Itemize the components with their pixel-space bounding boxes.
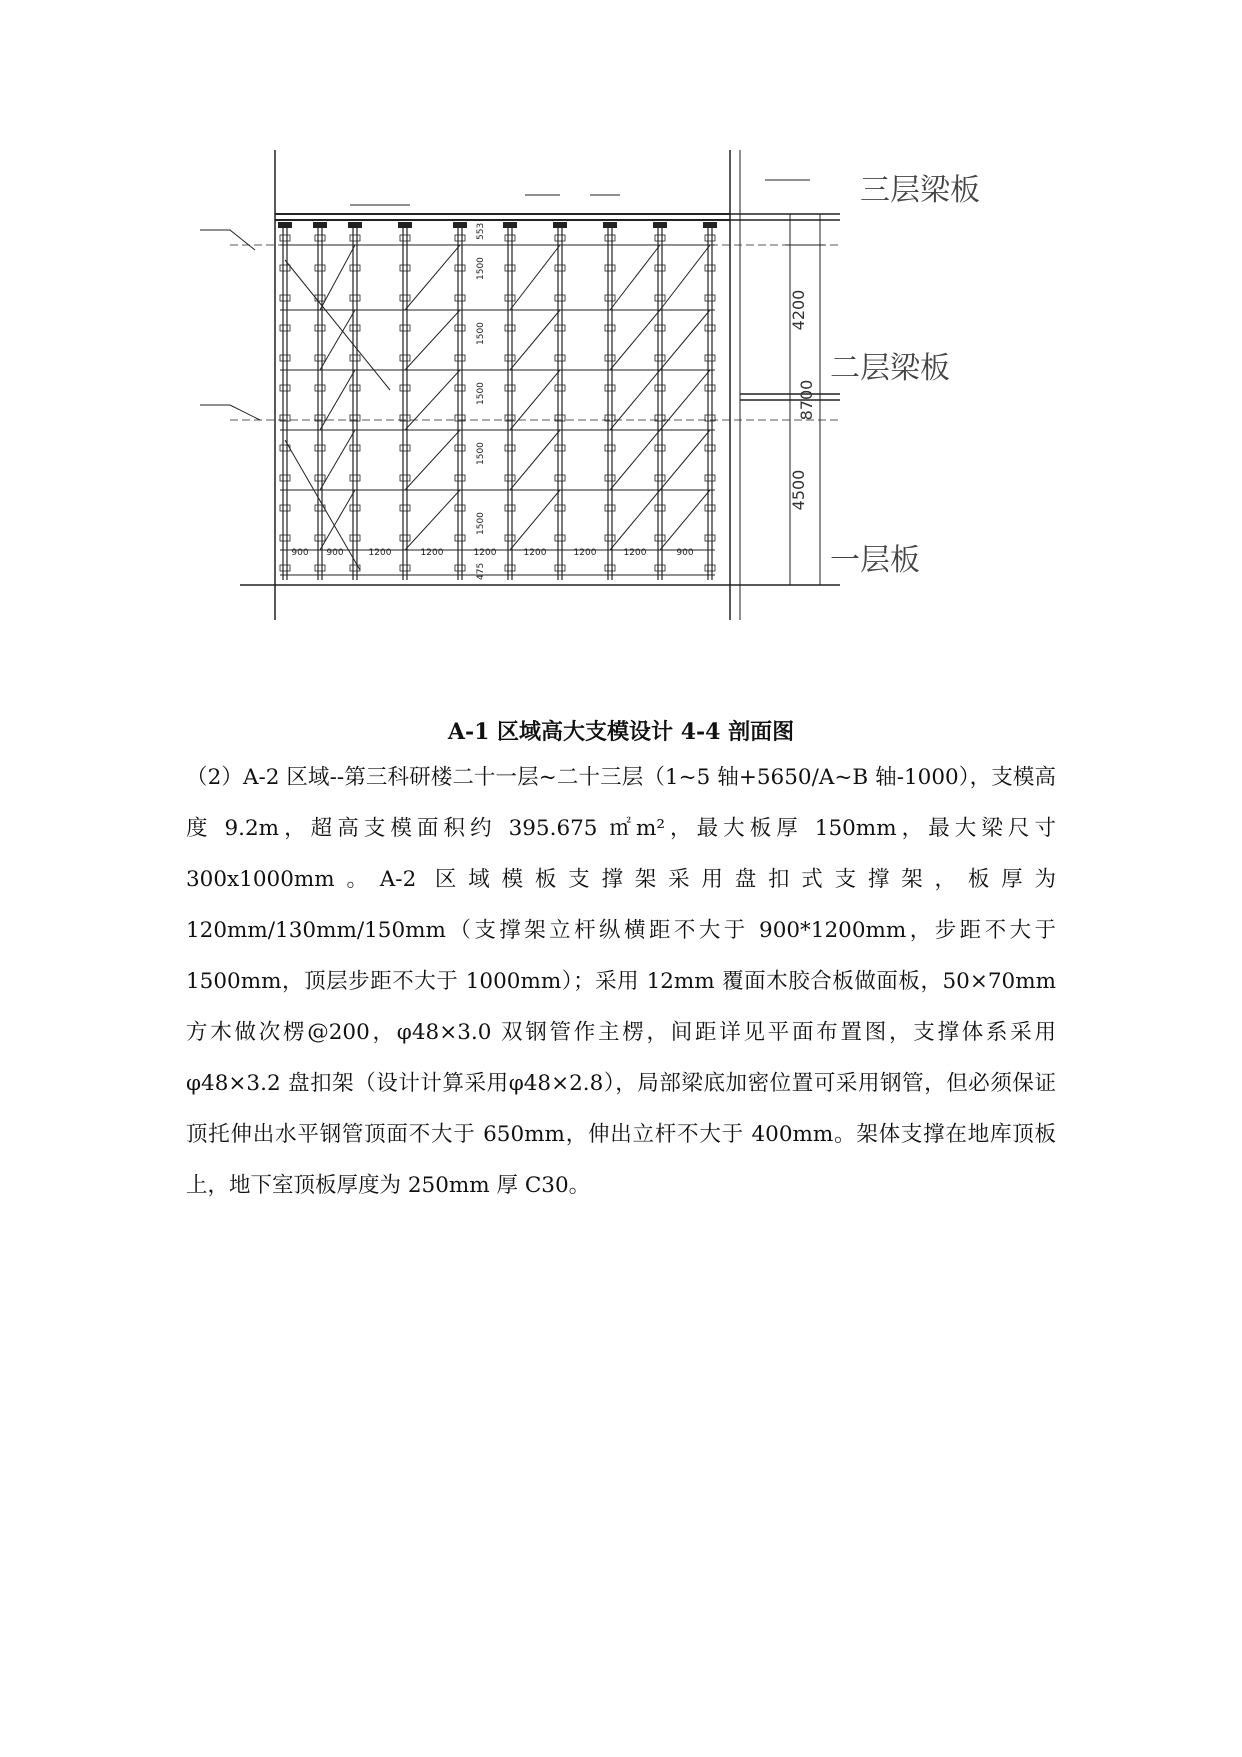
rosette-node (315, 265, 325, 271)
rosette-node (455, 235, 465, 241)
rosette-node (605, 235, 615, 241)
rosette-node (505, 475, 515, 481)
top-support-head (703, 222, 717, 228)
rosette-node (400, 535, 410, 541)
top-support-head (503, 222, 517, 228)
rosette-node (400, 355, 410, 361)
rosette-node (605, 385, 615, 391)
top-support-head (278, 222, 292, 228)
diagonal-brace (610, 490, 660, 550)
rosette-node (455, 355, 465, 361)
top-support-head (398, 222, 412, 228)
rosette-node (705, 535, 715, 541)
diagonal-brace (510, 310, 560, 370)
diagonal-brace (610, 310, 660, 370)
rosette-node (555, 325, 565, 331)
rosette-node (655, 535, 665, 541)
rosette-node (705, 505, 715, 511)
rosette-node (555, 565, 565, 571)
rosette-node (505, 565, 515, 571)
diagonal-brace (405, 430, 460, 490)
figure-caption: A-1 区域高大支模设计 4-4 剖面图 (447, 719, 795, 745)
rosette-node (505, 535, 515, 541)
rosette-node (280, 355, 290, 361)
rosette-node (315, 565, 325, 571)
rosette-node (350, 535, 360, 541)
rosette-node (555, 265, 565, 271)
bottom-dimension-label: 900 (676, 548, 694, 558)
rosette-node (455, 265, 465, 271)
bottom-dimension-label: 1200 (473, 548, 497, 558)
rosette-node (655, 265, 665, 271)
rosette-node (705, 445, 715, 451)
rosette-node (400, 295, 410, 301)
rosette-node (605, 535, 615, 541)
inline-dimension-label: 1500 (476, 442, 486, 465)
top-support-head (453, 222, 467, 228)
rosette-node (555, 355, 565, 361)
rosette-node (350, 445, 360, 451)
rosette-node (455, 445, 465, 451)
rosette-node (315, 535, 325, 541)
rosette-node (400, 325, 410, 331)
rosette-node (505, 385, 515, 391)
rosette-node (705, 565, 715, 571)
diagonal-brace (405, 245, 460, 310)
diagonal-brace (510, 245, 560, 310)
rosette-node (605, 475, 615, 481)
rosette-node (555, 385, 565, 391)
rosette-node (605, 355, 615, 361)
top-support-head (603, 222, 617, 228)
rosette-node (555, 475, 565, 481)
rosette-node (505, 355, 515, 361)
rosette-node (400, 235, 410, 241)
rosette-node (455, 505, 465, 511)
rosette-node (400, 505, 410, 511)
rosette-node (655, 235, 665, 241)
rosette-node (455, 475, 465, 481)
top-support-head (348, 222, 362, 228)
section-drawing (200, 150, 1080, 690)
rosette-node (455, 385, 465, 391)
diagonal-brace (510, 370, 560, 430)
rosette-node (455, 325, 465, 331)
diagonal-brace (610, 430, 660, 490)
rosette-node (505, 445, 515, 451)
rosette-node (505, 295, 515, 301)
rosette-node (400, 475, 410, 481)
rosette-node (655, 385, 665, 391)
rosette-node (655, 565, 665, 571)
diagonal-brace (660, 430, 710, 490)
rosette-node (605, 265, 615, 271)
floor-label-third: 三层梁板 (860, 173, 980, 208)
rosette-node (315, 385, 325, 391)
rosette-node (315, 325, 325, 331)
rosette-node (280, 265, 290, 271)
bottom-dimension-label: 1200 (623, 548, 647, 558)
rosette-node (605, 325, 615, 331)
bottom-dimension-label: 1200 (573, 548, 597, 558)
rosette-node (400, 265, 410, 271)
rosette-node (315, 235, 325, 241)
rosette-node (350, 235, 360, 241)
rosette-node (655, 355, 665, 361)
rosette-node (605, 565, 615, 571)
rosette-node (280, 505, 290, 511)
rosette-node (505, 235, 515, 241)
bottom-dimension-label: 900 (291, 548, 309, 558)
diagonal-brace (660, 370, 710, 430)
rosette-node (400, 445, 410, 451)
diagonal-brace (405, 490, 460, 550)
rosette-node (655, 475, 665, 481)
rosette-node (505, 265, 515, 271)
rosette-node (350, 505, 360, 511)
body-paragraph: （2）A-2 区域--第三科研楼二十一层~二十三层（1~5 轴+5650/A~B 轴-1000），支模高度 9.2m，超高支模面积约 395.675 ㎡m²，最大板厚 150mm，最大梁尺寸 300x1000mm。A-2 区域模板支撑架采用盘扣式支撑架，板厚为 120mm/130mm/150mm（支撑架立杆纵横距不大于 900*1200mm，步距不大于 1500mm，顶层步距不大于 1000mm）；采用 12mm 覆面木胶合板做面板，50×70mm 方木做次楞@200，φ48×3.0 双钢管作主楞，间距详见平面布置图，支撑体系采用φ48×3.2 盘扣架（设计计算采用φ48×2.8），局部梁底加密位置可采用钢管，但必须保证顶托伸出水平钢管顶面不大于 650mm，伸出立杆不大于 400mm。架体支撑在地库顶板上，地下室顶板厚度为 250mm 厚 C30。 (186, 765, 1056, 1198)
diagonal-brace (660, 245, 710, 310)
rosette-node (705, 325, 715, 331)
bottom-dimension-label: 900 (326, 548, 344, 558)
scaffold-section-svg (200, 150, 1080, 690)
top-support-head (313, 222, 327, 228)
rosette-node (280, 235, 290, 241)
rosette-node (605, 505, 615, 511)
rosette-node (555, 535, 565, 541)
rosette-node (555, 295, 565, 301)
floor-label-first: 一层板 (830, 543, 920, 578)
rosette-node (705, 235, 715, 241)
rosette-node (655, 295, 665, 301)
rosette-node (705, 385, 715, 391)
inline-dimension-label: 1500 (476, 322, 486, 345)
body-paragraph-block (186, 752, 1056, 1211)
diagonal-brace (510, 490, 560, 550)
diagonal-brace (610, 370, 660, 430)
rosette-node (705, 355, 715, 361)
dim-8700: 8700 (797, 379, 816, 421)
rosette-node (315, 475, 325, 481)
rosette-node (555, 505, 565, 511)
inline-dimension-label: 1500 (476, 257, 486, 280)
bottom-dimension-label: 1200 (523, 548, 547, 558)
floor-label-second: 二层梁板 (830, 351, 950, 386)
rosette-node (555, 235, 565, 241)
inline-dimension-label: 1500 (476, 382, 486, 405)
rosette-node (350, 295, 360, 301)
inline-dimension-label: 553 (476, 222, 486, 240)
rosette-node (605, 295, 615, 301)
rosette-node (455, 295, 465, 301)
bottom-dimension-label: 1200 (420, 548, 444, 558)
bottom-dimension-label: 1200 (368, 548, 392, 558)
rosette-node (605, 445, 615, 451)
rosette-node (705, 475, 715, 481)
rosette-node (350, 385, 360, 391)
dim-4200: 4200 (789, 289, 808, 331)
diagonal-brace (660, 490, 710, 550)
rosette-node (705, 295, 715, 301)
rosette-node (555, 445, 565, 451)
rosette-node (280, 565, 290, 571)
diagonal-brace (405, 310, 460, 370)
rosette-node (455, 535, 465, 541)
rosette-node (505, 325, 515, 331)
rosette-node (280, 475, 290, 481)
rosette-node (350, 265, 360, 271)
inline-dimension-label: 1500 (476, 512, 486, 535)
bottom-left-dimension: 475 (476, 562, 486, 580)
top-support-head (553, 222, 567, 228)
rosette-node (280, 325, 290, 331)
rosette-node (455, 565, 465, 571)
rosette-node (350, 355, 360, 361)
rosette-node (280, 385, 290, 391)
top-support-head (653, 222, 667, 228)
rosette-node (315, 445, 325, 451)
rosette-node (400, 565, 410, 571)
diagonal-brace (660, 310, 710, 370)
rosette-node (280, 535, 290, 541)
rosette-node (400, 385, 410, 391)
rosette-node (705, 265, 715, 271)
dim-4500: 4500 (789, 469, 808, 511)
diagonal-brace (405, 370, 460, 430)
rosette-node (655, 445, 665, 451)
rosette-node (655, 505, 665, 511)
rosette-node (350, 325, 360, 331)
diagonal-brace (510, 430, 560, 490)
rosette-node (505, 505, 515, 511)
rosette-node (350, 475, 360, 481)
rosette-node (655, 325, 665, 331)
rosette-node (280, 295, 290, 301)
diagonal-brace (610, 245, 660, 310)
rosette-node (315, 355, 325, 361)
rosette-node (315, 295, 325, 301)
